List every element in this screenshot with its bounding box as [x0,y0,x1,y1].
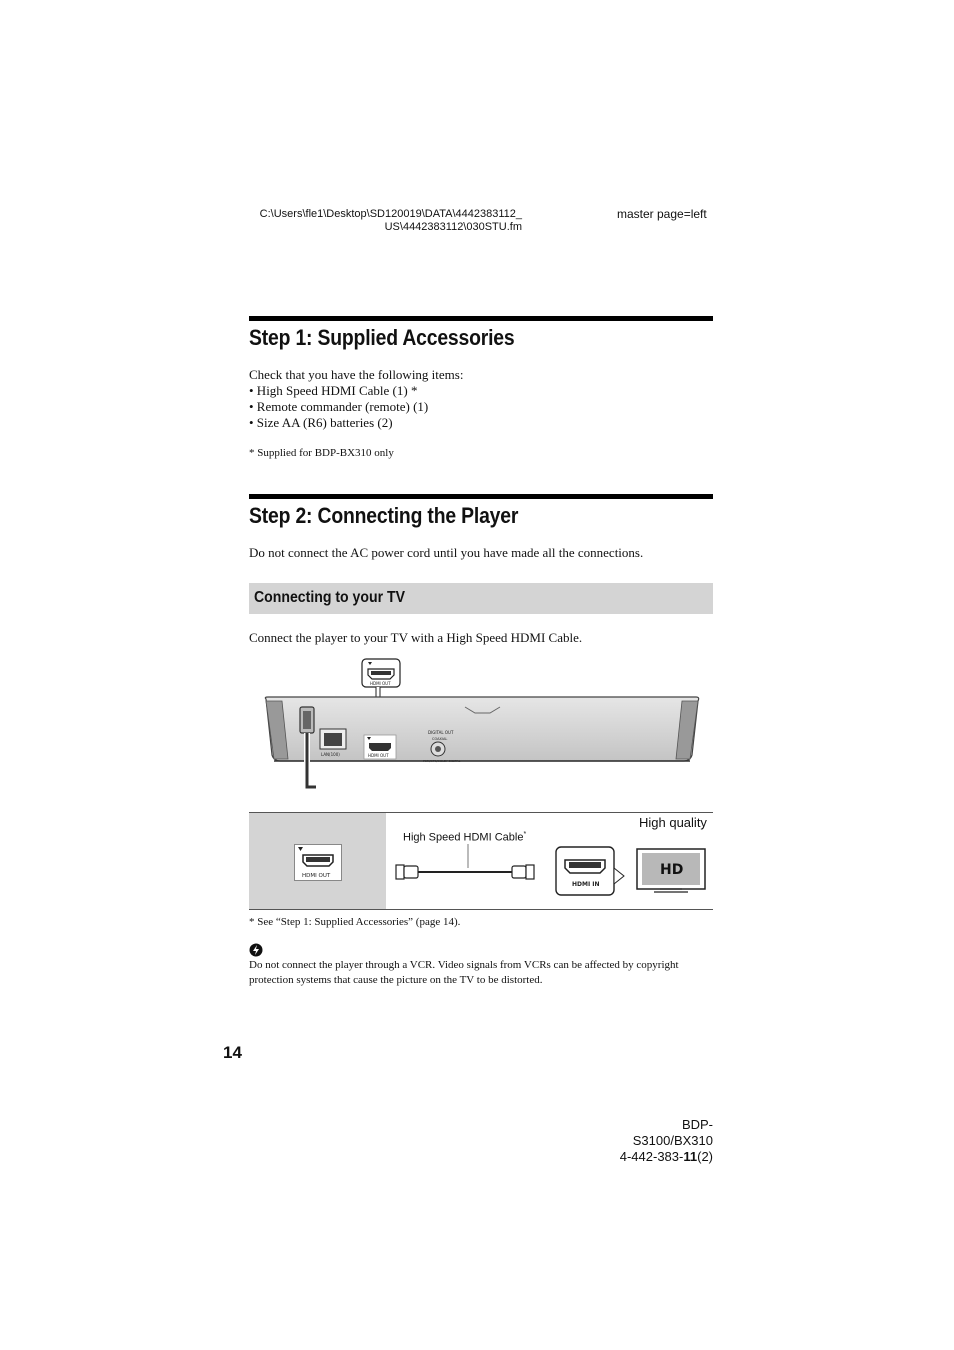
quality-label: High quality [639,815,707,830]
list-item: • Size AA (R6) batteries (2) [249,415,393,430]
file-path-line-2: US\4442383112\030STU.fm [384,221,522,233]
model-number: BDP-S3100/BX310 [632,1117,713,1148]
note-icon [249,943,263,957]
step2-rule [249,494,713,499]
tv-icon [637,849,705,892]
lan-label: LAN(100) [321,752,340,757]
table-hdmi-out-label: HDMI OUT [302,873,331,879]
list-item: • Remote commander (remote) (1) [249,399,429,414]
document-code-bold: 11 [683,1149,698,1164]
model-info [603,1117,713,1165]
cable-connection-diagram [392,840,712,900]
document-code [603,1149,713,1165]
step1-footnote: * Supplied for BDP-BX310 only [249,447,394,459]
list-item: • High Speed HDMI Cable (1) * [249,383,418,398]
file-path [222,208,522,234]
player-rear-diagram [260,655,705,795]
step1-title: Step 1: Supplied Accessories [249,325,515,350]
page-number: 14 [223,1043,242,1062]
master-page-label: master page=left [617,207,707,221]
step1-intro: Check that you have the following items: [249,367,464,382]
table-footnote: * See “Step 1: Supplied Accessories” (page 14). [249,916,461,928]
cable-asterisk: * [523,831,527,838]
panel-hdmi-out-label: HDMI OUT [368,753,389,758]
document-code-suffix: (2) [697,1149,713,1164]
table-bottom-rule [249,909,713,910]
file-path-line-1: C:\Users\fle1\Desktop\SD120019\DATA\4442383112_ [259,208,522,220]
digital-out-label: DIGITAL OUT [428,730,454,735]
step1-rule [249,316,713,321]
hdmi-cable [396,865,534,879]
step2-title: Step 2: Connecting the Player [249,503,519,528]
callout-hdmi-out-label: HDMI OUT [370,681,391,686]
coaxial-label: COAXIAL [432,737,448,741]
section-intro: Connect the player to your TV with a High Speed HDMI Cable. [249,630,583,645]
tv-badge: HD [660,862,684,878]
pcm-label: PCM/DTS/DOLBY DIGITAL [423,759,461,763]
tv-hdmi-in-label: HDMI IN [572,881,600,888]
section-title: Connecting to your TV [254,589,405,606]
note-text: Do not connect the player through a VCR. Video signals from VCRs can be affected by copyright protection systems that cause the picture on the TV to be distorted. [249,959,679,986]
cable-label-text: High Speed HDMI Cable [403,831,524,844]
step2-intro: Do not connect the AC power cord until you have made all the connections. [249,545,644,560]
document-code-prefix: 4-442-383- [619,1149,684,1164]
player-hdmi-out-icon [294,844,342,881]
